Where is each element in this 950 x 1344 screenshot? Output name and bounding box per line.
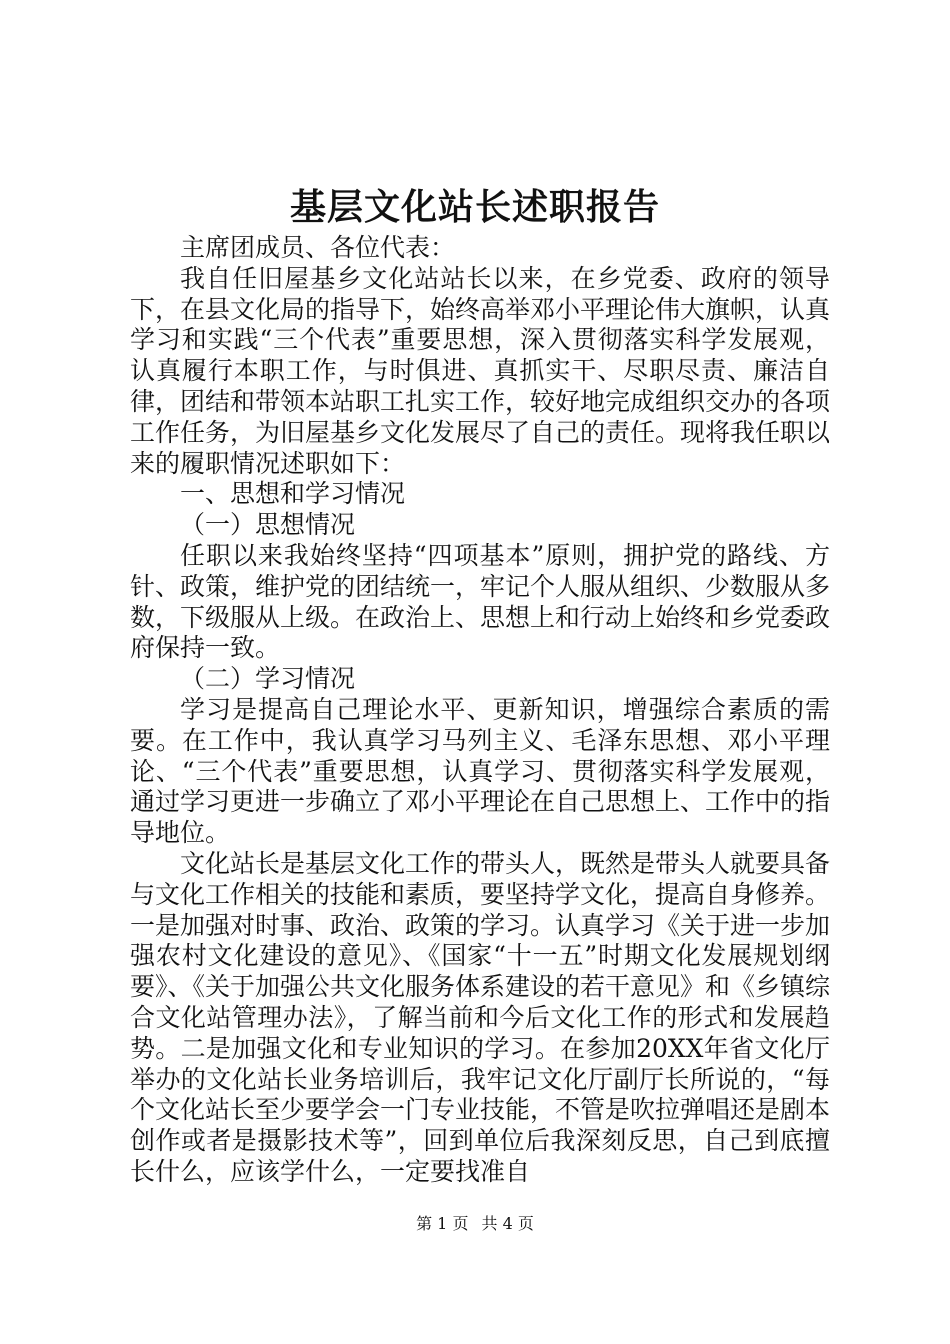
body-paragraph: 任职以来我始终坚持“四项基本”原则，拥护党的路线、方针、政策，维护党的团结统一，牢记个人服从组织、少数服从多数，下级服从上级。在政治上、思想上和行动上始终和乡党委政府保持一致。 [130, 540, 831, 663]
salutation-paragraph: 主席团成员、各位代表： [180, 233, 456, 262]
page-number: 第 1 页 [416, 1214, 469, 1233]
body-paragraph: 文化站长是基层文化工作的带头人，既然是带头人就要具备与文化工作相关的技能和素质，要坚持学文化，提高自身修养。一是加强对时事、政治、政策的学习。认真学习《关于进一步加强农村文化建设的意见》、《国家“十一五”时期文化发展规划纲要》、《关于加强公共文化服务体系建设的若干意见》和《乡镇综合文化站管理办法》，了解当前和今后文化工作的形式和发展趋势。二是加强文化和专业知识的学习。在参加20XX年省文化厅举办的文化站长业务培训后，我牢记文化厅副厅长所说的，“每个文化站长至少要学会一门专业技能，不管是吹拉弹唱还是剧本创作或者是摄影技术等”，回到单位后我深刻反思，自己到底擅长什么，应该学什么，一定要找准自 [130, 848, 831, 1186]
body-paragraph: 学习是提高自己理论水平、更新知识，增强综合素质的需要。在工作中，我认真学习马列主义、毛泽东思想、邓小平理论、“三个代表”重要思想，认真学习、贯彻落实科学发展观，通过学习更进一步确立了邓小平理论在自己思想上、工作中的指导地位。 [130, 694, 831, 848]
subsection-heading: （二）学习情况 [180, 664, 356, 694]
subsection-heading: （一）思想情况 [180, 510, 356, 540]
document-title: 基层文化站长述职报告 [289, 186, 660, 228]
total-pages: 共 4 页 [481, 1214, 534, 1233]
page-footer [0, 1212, 950, 1236]
section-heading: 一、思想和学习情况 [180, 479, 406, 509]
body-paragraph: 我自任旧屋基乡文化站站长以来，在乡党委、政府的领导下，在县文化局的指导下，始终高举邓小平理论伟大旗帜，认真学习和实践“三个代表”重要思想，深入贯彻落实科学发展观，认真履行本职工作，与时俱进、真抓实干、尽职尽责、廉洁自律，团结和带领本站职工扎实工作，较好地完成组织交办的各项工作任务，为旧屋基乡文化发展尽了自己的责任。现将我任职以来的履职情况述职如下： [130, 263, 831, 478]
document-body [130, 233, 830, 1188]
